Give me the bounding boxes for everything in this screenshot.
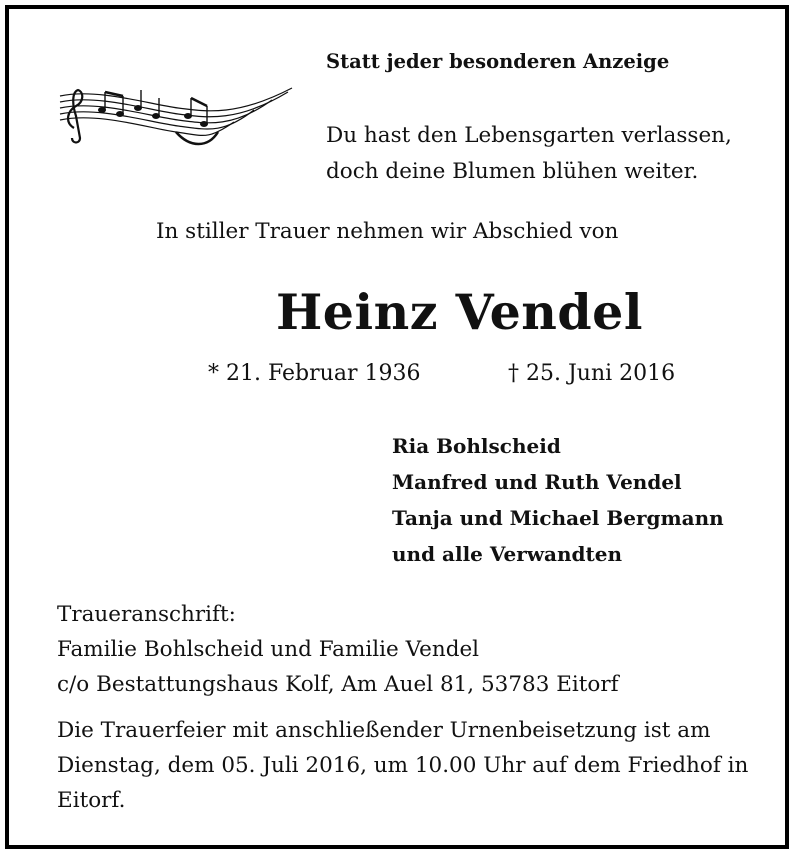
verse-line: Du hast den Lebensgarten verlassen,: [326, 123, 732, 148]
verse: [326, 118, 732, 190]
mourner-item: Manfred und Ruth Vendel: [392, 470, 682, 494]
mourner-item: und alle Verwandten: [392, 542, 623, 566]
death-date: † 25. Juni 2016: [508, 361, 676, 386]
verse-line: doch deine Blumen blühen weiter.: [326, 159, 699, 184]
birth-date: * 21. Februar 1936: [208, 361, 421, 386]
address-label: Traueranschrift:: [57, 602, 236, 627]
deceased-name: Heinz Vendel: [276, 283, 643, 341]
address-line: c/o Bestattungshaus Kolf, Am Auel 81, 53783 Eitorf: [57, 672, 619, 697]
mourner-item: Tanja und Michael Bergmann: [392, 506, 724, 530]
mourners-list: [392, 428, 724, 572]
mourning-address: [57, 597, 619, 702]
service-info: Die Trauerfeier mit anschließender Urnenbeisetzung ist am Dienstag, dem 05. Juli 2016, um 10.00 Uhr auf dem Friedhof in Eitorf.: [57, 718, 749, 813]
intro-text: In stiller Trauer nehmen wir Abschied von: [156, 219, 619, 244]
mourner-item: Ria Bohlscheid: [392, 434, 561, 458]
notice-heading: Statt jeder besonderen Anzeige: [326, 50, 670, 73]
address-line: Familie Bohlscheid und Familie Vendel: [57, 637, 480, 662]
music-notes-icon: [58, 86, 294, 152]
